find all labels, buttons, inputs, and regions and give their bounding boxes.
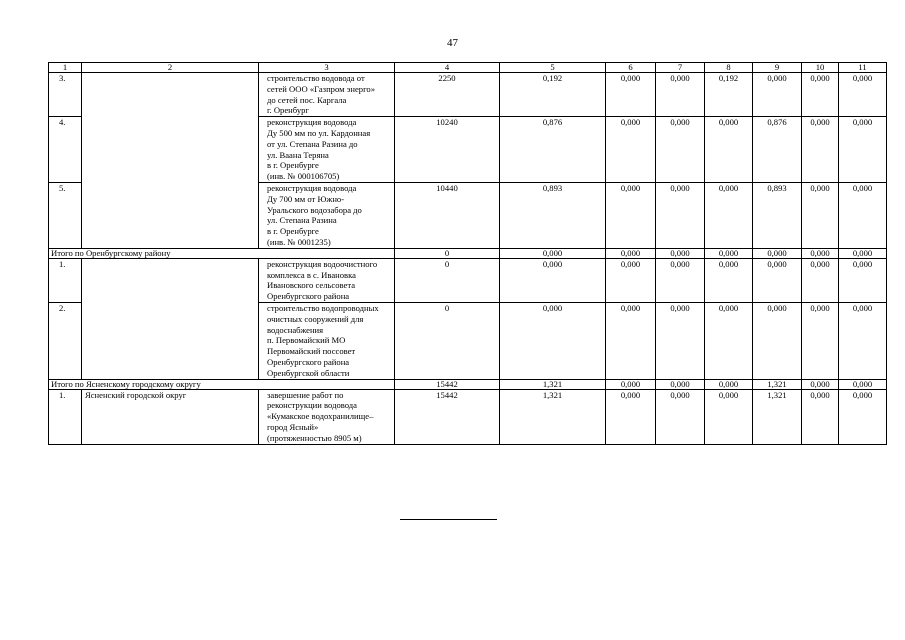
length-value: 2250 (395, 73, 500, 117)
column-header: 2 (82, 63, 259, 73)
value-cell: 0,000 (802, 73, 839, 117)
value-cell: 0,000 (839, 73, 887, 117)
description-line: очистных сооружений для (267, 313, 364, 324)
column-header: 9 (753, 63, 802, 73)
value-cell: 0,192 (705, 73, 753, 117)
page-number: 47 (447, 37, 458, 49)
subtotal-label: Итого по Ясненскому городскому округу (49, 379, 395, 389)
value-cell: 0,000 (705, 379, 753, 389)
value-cell: 0,000 (606, 117, 656, 183)
value-cell: 0,000 (753, 258, 802, 302)
table-row (49, 258, 887, 302)
value-cell: 0,000 (606, 258, 656, 302)
description-line: строительство водовода от (267, 73, 365, 83)
value-cell: 0,000 (500, 248, 606, 258)
description-line: от ул. Степана Разина до (267, 138, 358, 149)
value-cell: 0,192 (500, 73, 606, 117)
value-cell: 0,000 (656, 117, 705, 183)
description-line: завершение работ по (267, 389, 344, 400)
municipality-cell (82, 258, 259, 379)
description-line: в г. Оренбурге (267, 226, 319, 237)
value-cell: 0,000 (839, 302, 887, 379)
value-cell: 0,000 (839, 258, 887, 302)
value-cell: 0,000 (802, 117, 839, 183)
row-index: 5. (49, 182, 82, 248)
value-cell: 0,000 (753, 302, 802, 379)
value-cell: 0,000 (656, 73, 705, 117)
value-cell: 0,000 (656, 258, 705, 302)
value-cell: 0,893 (500, 182, 606, 248)
description-line: реконструкции водовода (267, 400, 357, 411)
value-cell: 0,000 (802, 258, 839, 302)
description-line: Оренбургского района (267, 356, 350, 367)
description-line: водоснабжения (267, 324, 324, 335)
row-index: 1. (49, 258, 82, 302)
value-cell: 0,000 (656, 248, 705, 258)
value-cell: 0,000 (802, 302, 839, 379)
description-line: город Ясный» (267, 421, 319, 432)
value-cell: 0,000 (802, 389, 839, 444)
column-header: 3 (259, 63, 395, 73)
value-cell: 0,000 (606, 182, 656, 248)
investment-table (48, 62, 887, 445)
value-cell: 0,000 (705, 302, 753, 379)
project-description (259, 182, 395, 248)
row-index: 1. (49, 389, 82, 444)
row-index: 3. (49, 73, 82, 117)
value-cell: 0,000 (753, 248, 802, 258)
value-cell: 0,000 (839, 182, 887, 248)
value-cell: 0,000 (500, 258, 606, 302)
length-value: 10240 (395, 117, 500, 183)
value-cell: 0,000 (802, 248, 839, 258)
description-line: Оренбургского района (267, 291, 350, 302)
description-line: Ивановского сельсовета (267, 280, 356, 291)
column-header: 6 (606, 63, 656, 73)
column-header: 7 (656, 63, 705, 73)
description-line: ул. Ваана Теряна (267, 149, 329, 160)
value-cell: 0,000 (839, 117, 887, 183)
value-cell: 0,000 (656, 302, 705, 379)
value-cell: 0,000 (839, 379, 887, 389)
description-line: Первомайский поссовет (267, 346, 356, 357)
value-cell: 1,321 (753, 389, 802, 444)
value-cell: 0,000 (839, 248, 887, 258)
project-description (259, 389, 395, 444)
value-cell: 0,876 (753, 117, 802, 183)
description-line: «Кумакское водохранилище– (267, 411, 374, 422)
value-cell: 0,000 (656, 389, 705, 444)
length-value: 0 (395, 258, 500, 302)
description-line: Ду 500 мм по ул. Кардонная (267, 127, 371, 138)
table-header-row (49, 63, 887, 73)
value-cell: 1,321 (500, 379, 606, 389)
value-cell: 0,000 (802, 182, 839, 248)
description-line: сетей ООО «Газпром энерго» (267, 83, 375, 94)
description-line: Ду 700 мм от Южно- (267, 193, 345, 204)
value-cell: 0,893 (753, 182, 802, 248)
project-description (259, 302, 395, 379)
description-line: реконструкция водовода (267, 117, 357, 128)
column-header: 11 (839, 63, 887, 73)
value-cell: 0,000 (705, 182, 753, 248)
description-line: строительство водопроводных (267, 302, 379, 313)
value-cell: 0,000 (705, 258, 753, 302)
column-header: 4 (395, 63, 500, 73)
description-line: (инв. № 0001235) (267, 236, 331, 247)
project-description (259, 117, 395, 183)
column-header: 10 (802, 63, 839, 73)
value-cell: 0,000 (606, 302, 656, 379)
municipality-cell: Ясненский городской округ (82, 389, 259, 444)
value-cell: 0,000 (705, 117, 753, 183)
value-cell: 0,000 (656, 379, 705, 389)
length-value: 0 (395, 248, 500, 258)
municipality-cell (82, 73, 259, 249)
footer-divider (400, 519, 497, 520)
description-line: реконструкция водоочистного (267, 258, 378, 269)
subtotal-row (49, 379, 887, 389)
description-line: п. Первомайский МО (267, 335, 346, 346)
value-cell: 1,321 (753, 379, 802, 389)
value-cell: 0,000 (656, 182, 705, 248)
description-line: (протяженностью 8905 м) (267, 432, 362, 443)
description-line: до сетей пос. Каргала (267, 94, 347, 105)
description-line: (инв. № 000106705) (267, 171, 340, 182)
description-line: комплекса в с. Ивановка (267, 269, 356, 280)
table-row (49, 73, 887, 117)
length-value: 15442 (395, 389, 500, 444)
description-line: Оренбургской области (267, 367, 350, 378)
value-cell: 0,000 (500, 302, 606, 379)
column-header: 5 (500, 63, 606, 73)
column-header: 8 (705, 63, 753, 73)
value-cell: 0,000 (705, 248, 753, 258)
length-value: 15442 (395, 379, 500, 389)
row-index: 4. (49, 117, 82, 183)
value-cell: 0,000 (606, 379, 656, 389)
length-value: 0 (395, 302, 500, 379)
project-description (259, 258, 395, 302)
subtotal-label: Итого по Оренбургскому району (49, 248, 395, 258)
description-line: реконструкция водовода (267, 182, 357, 193)
value-cell: 0,000 (606, 248, 656, 258)
value-cell: 0,000 (802, 379, 839, 389)
value-cell: 1,321 (500, 389, 606, 444)
value-cell: 0,876 (500, 117, 606, 183)
project-description (259, 73, 395, 117)
description-line: в г. Оренбурге (267, 160, 319, 171)
subtotal-row (49, 248, 887, 258)
value-cell: 0,000 (839, 389, 887, 444)
column-header: 1 (49, 63, 82, 73)
description-line: ул. Степана Разина (267, 215, 337, 226)
table-row (49, 389, 887, 444)
value-cell: 0,000 (606, 389, 656, 444)
value-cell: 0,000 (753, 73, 802, 117)
row-index: 2. (49, 302, 82, 379)
description-line: г. Оренбург (267, 105, 309, 116)
value-cell: 0,000 (705, 389, 753, 444)
length-value: 10440 (395, 182, 500, 248)
value-cell: 0,000 (606, 73, 656, 117)
description-line: Уральского водозабора до (267, 204, 362, 215)
